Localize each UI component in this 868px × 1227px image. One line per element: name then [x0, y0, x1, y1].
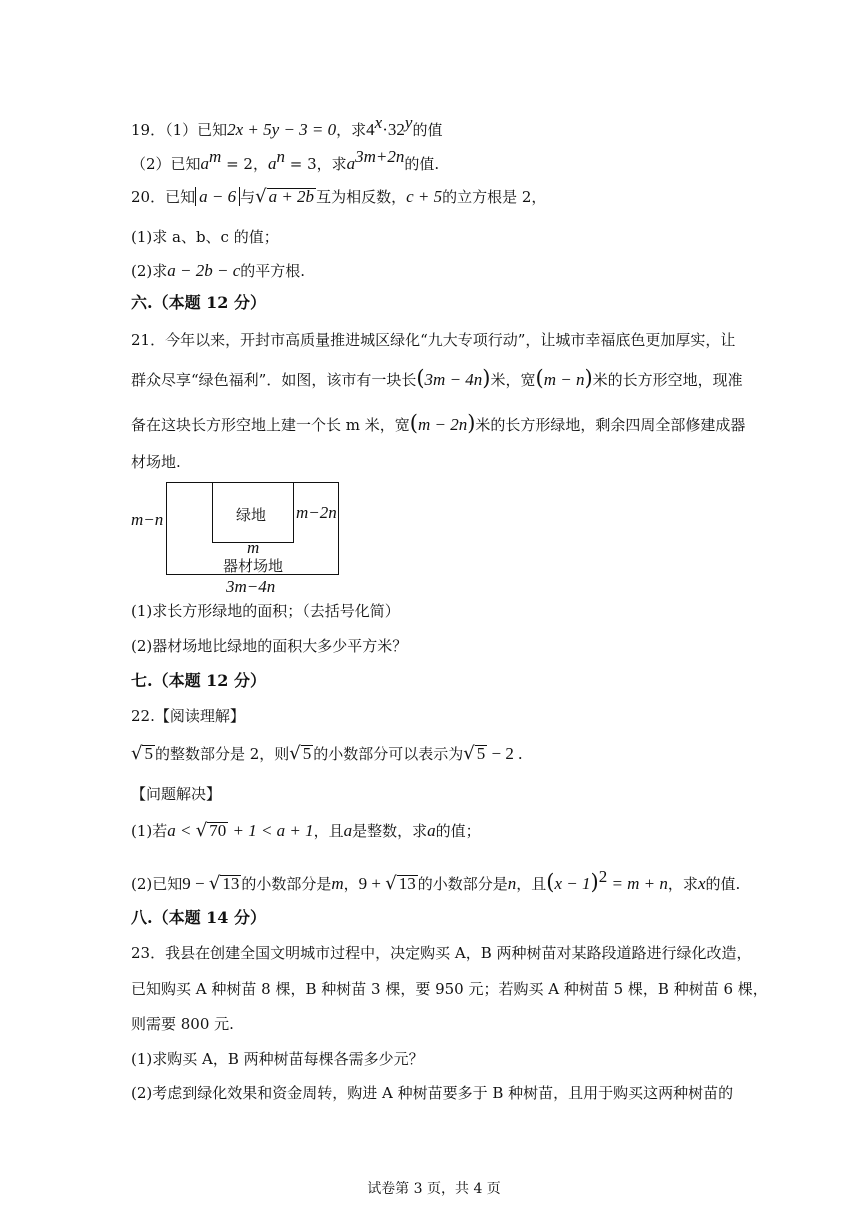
- q21-line1: 21．今年以来，开封市高质量推进城区绿化“九大专项行动”，让城市幸福底色更加厚实，让: [131, 331, 736, 349]
- sqrt-icon: √: [208, 873, 221, 894]
- q22-solve-title: 【问题解决】: [131, 785, 222, 803]
- q20-part1: (1)求 a、b、c 的值；: [131, 228, 279, 246]
- q23-line1: 23．我县在创建全国文明城市过程中，决定购买 A，B 两种树苗对某路段道路进行绿化改造，: [131, 944, 752, 962]
- q19-part1: 19．（1）已知2x + 5y − 3 = 0，求$4^x\cdot 32^y$的值: [131, 113, 443, 139]
- sqrt-icon: √: [131, 743, 143, 764]
- page-footer: 试卷第 3 页，共 4 页: [367, 1181, 501, 1197]
- q20-part2: (2)求a − 2b − c的平方根.: [131, 261, 306, 280]
- fig-left-label: m−n: [131, 510, 164, 529]
- q22-reading: √ 5 的整数部分是 2，则√ 5 的小数部分可以表示为√ 5 − 2 .: [131, 743, 523, 764]
- section-8-heading: 八.（本题 14 分）: [131, 908, 266, 927]
- fig-area-label: 器材场地: [223, 557, 284, 575]
- q20-stem: 20．已知 a − 6 与√ a + 2b 互为相反数，c + 5的立方根是 2，: [131, 186, 547, 207]
- q23-line2: 已知购买 A 种树苗 8 棵，B 种树苗 3 棵，要 950 元；若购买 A 种树苗 5 棵，B 种树苗 6 棵，: [131, 980, 768, 998]
- sqrt-icon: √: [255, 186, 267, 207]
- fig-inner-bottom-label: m: [247, 538, 260, 557]
- abs-expression: a − 6: [195, 187, 240, 206]
- fig-green-label: 绿地: [236, 506, 267, 524]
- sqrt-icon: √: [463, 743, 475, 764]
- section-6-heading: 六.（本题 12 分）: [131, 293, 266, 312]
- q23-part2: (2)考虑到绿化效果和资金周转，购进 A 种树苗要多于 B 种树苗，且用于购买这两种树苗的: [131, 1084, 734, 1102]
- q21-line4: 材场地.: [131, 453, 181, 471]
- sqrt-icon: √: [195, 820, 208, 841]
- q23-line3: 则需要 800 元.: [131, 1015, 234, 1033]
- q22-part1: (1)若a < √ 70 + 1 < a + 1，且a是整数，求a的值；: [131, 820, 481, 841]
- q19-equation: 2x + 5y − 3 = 0: [227, 120, 337, 139]
- q21-line3: 备在这块长方形空地上建一个长 m 米，宽(m − 2n)米的长方形绿地，剩余四周全部修建成器: [131, 411, 746, 435]
- q19-part2: （2）已知$a^m = 2$，$a^n = 3$，求$a^{3m+2n}$的值.: [131, 147, 440, 173]
- sqrt-icon: √: [385, 873, 397, 894]
- q22-part2: (2)已知9 − √ 13 的小数部分是m，9 + √ 13 的小数部分是n，且$(x - 1)^2 = m + n$，求x的值.: [131, 867, 741, 894]
- q22-title: 22.【阅读理解】: [131, 707, 245, 725]
- sqrt-icon: √: [289, 743, 301, 764]
- q21-line2: 群众尽享“绿色福利”．如图，该市有一块长(3m − 4n)米，宽(m − n)米的长方形空地，现准: [131, 366, 743, 390]
- section-7-heading: 七.（本题 12 分）: [131, 671, 266, 690]
- q23-part1: (1)求购买 A，B 两种树苗每棵各需多少元？: [131, 1050, 424, 1068]
- q21-part1: (1)求长方形绿地的面积；（去括号化简）: [131, 602, 400, 620]
- fig-right-label: m−2n: [296, 503, 337, 522]
- q21-part2: (2)器材场地比绿地的面积大多少平方米？: [131, 637, 408, 655]
- fig-bottom-label: 3m−4n: [226, 577, 276, 596]
